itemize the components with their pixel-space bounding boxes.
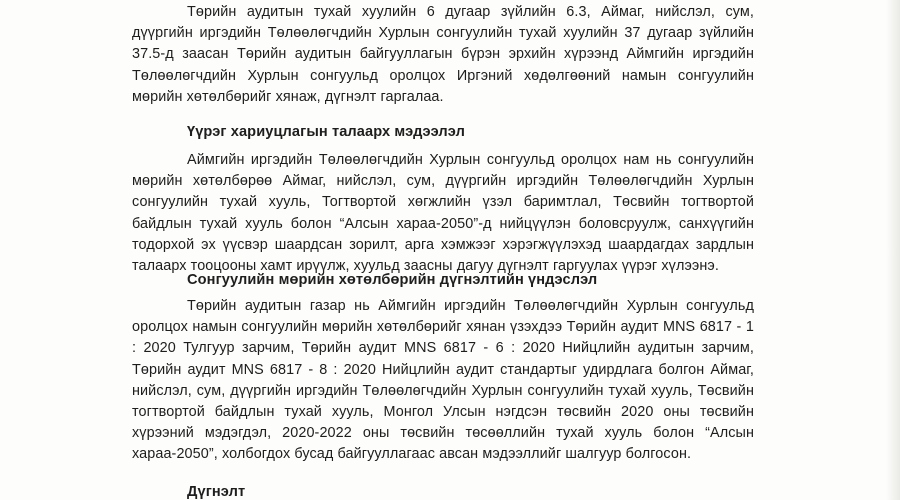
page-edge-shadow	[886, 0, 900, 500]
heading-conclusion-basis: Сонгуулийн мөрийн хөтөлбөрийн дүгнэлтийн үндэслэл	[187, 272, 598, 288]
paragraph-conclusion-basis: Төрийн аудитын газар нь Аймгийн иргэдийн Төлөөлөгчдийн Хурлын сонгуульд оролцох намын сонгуулийн мөрийн хөтөлбөрийг хянан үзэхдээ Төрийн аудит MNS 6817 - 1 : 2020 Тулгуур зарчим, Төрийн аудит MNS 6817 - 6 : 2020 Нийцлийн аудитын зарчим, Төрийн аудит MNS 6817 - 8 : 2020 Нийцлийн аудит стандартыг удирдлага болгон Аймаг, нийслэл, сум, дүүргийн иргэдийн Төлөөлөгчдийн Хурлын сонгуулийн тухай хууль, Төсвийн тогтвортой байдлын тухай хууль, Монгол Улсын нэгдсэн төсвийн 2020 оны төсвийн хүрээний мэдэгдэл, 2020-2022 оны төсвийн төсөөллийн тухай хууль болон “Алсын хараа-2050”, холбогдох бусад байгууллагаас авсан мэдээллийг шалгуур болгосон.	[132, 298, 754, 463]
paragraph-audit-basis: Төрийн аудитын тухай хуулийн 6 дугаар зүйлийн 6.3, Аймаг, нийслэл, сум, дүүргийн иргэдийн Төлөөлөгчдийн Хурлын сонгуулийн тухай хуулийн 37 дугаар зүйлийн 37.5-д заасан Төрийн аудитын байгууллагын бүрэн эрхийн хүрээнд Аймгийн иргэдийн Төлөөлөгчдийн Хурлын сонгуульд оролцох Иргэний хөдөлгөөний намын сонгуулийн мөрийн хөтөлбөрийг хянаж, дүгнэлт гаргалаа.	[132, 4, 754, 105]
paragraph-responsibility: Аймгийн иргэдийн Төлөөлөгчдийн Хурлын сонгуульд оролцох нам нь сонгуулийн мөрийн хөтөлбөрөө Аймаг, нийслэл, сум, дүүргийн иргэдийн Төлөөлөгчдийн Хурлын сонгуулийн тухай хууль, Тогтвортой хөгжлийн үзэл баримтлал, Төсвийн тогтвортой байдлын тухай хууль болон “Алсын хараа-2050”-д нийцүүлэн боловсруулж, санхүүгийн тодорхой эх үүсвэр шаардсан зорилт, арга хэмжээг хэрэгжүүлэхэд шаардагдах зардлын талаарх тооцооны хамт ирүүлж, хуульд заасны дагуу дүгнэлт гаргуулах үүрэг хүлээнэ.	[132, 152, 754, 275]
heading-conclusion: Дүгнэлт	[187, 484, 246, 500]
heading-responsibility-information: Үүрэг хариуцлагын талаарх мэдээлэл	[187, 124, 465, 140]
